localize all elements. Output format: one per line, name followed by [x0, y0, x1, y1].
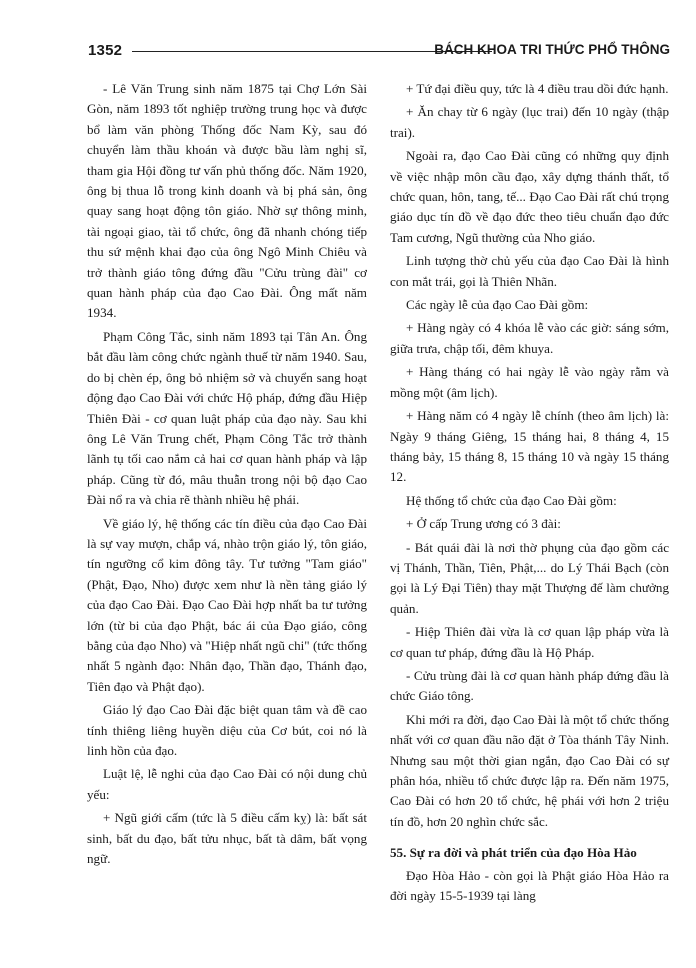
paragraph-co-but: Giáo lý đạo Cao Đài đặc biệt quan tâm và đề cao tính thiêng liêng huyền diệu của Cơ bút, coi nó là linh hồn của đạo.	[87, 702, 367, 758]
paragraph-pham-cong-tac: Phạm Công Tắc, sinh năm 1893 tại Tân An. Ông bắt đầu làm công chức ngành thuế từ năm 1940. Sau, do bị chèn ép, ông bỏ nhiệm sở và chuyển sang hoạt động đạo Cao Đài với chức Hộ pháp, đứng đầu Hiệp Thiên Đài - cơ quan luật pháp của đạo này. Sau khi ông Lê Văn Trung chết, Phạm Công Tắc trở thành lãnh tụ tối cao nắm cả hai cơ quan hành pháp và lập pháp. Cũng từ đó, mâu thuẫn trong nội bộ đạo Cao Đài nổ ra và chia rẽ thành nhiều hệ phái.	[87, 328, 367, 508]
paragraph-ngu-gioi-cam: + Ngũ giới cấm (tức là 5 điều cấm kỵ) là: bất sát sinh, bất du đạo, bất tửu nhục, bất tà dâm, bất vọng ngữ.	[87, 810, 367, 867]
running-title: BÁCH KHOA TRI THỨC PHỔ THÔNG	[434, 42, 670, 57]
paragraph-phan-hoa: Khi mới ra đời, đạo Cao Đài là một tổ chức thống nhất với cơ quan đầu não đặt ở Tòa thánh Tây Ninh. Nhưng sau một thời gian ngắn, đạo Cao Đài có sự phân hóa, nhiều tổ chức được lập ra. Đến năm 1975, Cao Đài có hơn 20 tổ chức, hệ phái với hơn 2 triệu tín đồ, hơn 20 nghìn chức sắc.	[390, 711, 669, 829]
paragraph-tu-dai-dieu-quy: + Tứ đại điều quy, tức là 4 điều trau dồi đức hạnh.	[406, 81, 669, 96]
section-heading: 55. Sự ra đời và phát triển của đạo Hòa Hảo	[390, 845, 637, 861]
paragraph-linh-tuong: Linh tượng thờ chủ yếu của đạo Cao Đài là hình con mắt trái, gọi là Thiên Nhãn.	[390, 253, 669, 289]
page-header	[88, 38, 670, 62]
paragraph-an-chay: + Ăn chay từ 6 ngày (lục trai) đến 10 ngày (thập trai).	[390, 104, 669, 140]
paragraph-quy-dinh: Ngoài ra, đạo Cao Đài cũng có những quy định về việc nhập môn cầu đạo, xây dựng thánh thất, tổ chức quan, hôn, tang, tế... Đạo Cao Đài rất chú trọng giáo dục tín đồ về đạo đức theo tiêu chuẩn đạo đức Tam cương, Ngũ thường của Nho giáo.	[390, 148, 669, 245]
paragraph-ngay-le: Các ngày lễ của đạo Cao Đài gồm:	[406, 297, 589, 313]
paragraph-hiep-thien-dai: - Hiệp Thiên đài vừa là cơ quan lập pháp vừa là cơ quan tư pháp, đứng đầu là Hộ Pháp.	[390, 624, 669, 660]
paragraph-hang-nam: + Hàng năm có 4 ngày lễ chính (theo âm lịch) là: Ngày 9 tháng Giêng, 15 tháng hai, 8 tháng 4, 15 tháng bảy, 15 tháng 8, 15 tháng 10 và ngày 15 tháng 12.	[390, 408, 669, 485]
paragraph-hoa-hao: Đạo Hòa Hảo - còn gọi là Phật giáo Hòa Hảo ra đời ngày 15-5-1939 tại làng	[390, 867, 669, 904]
left-column	[87, 79, 367, 872]
paragraph-cap-trung-uong: + Ở cấp Trung ương có 3 đài:	[406, 516, 561, 532]
paragraph-hang-thang: + Hàng tháng có hai ngày lễ vào ngày rằm và mồng một (âm lịch).	[390, 364, 669, 400]
paragraph-cuu-trung-dai: - Cửu trùng đài là cơ quan hành pháp đứng đầu là chức Giáo tông.	[390, 667, 669, 704]
right-column	[390, 79, 669, 909]
paragraph-luat-le: Luật lệ, lễ nghi của đạo Cao Đài có nội dung chủ yếu:	[87, 766, 367, 802]
paragraph-he-thong: Hệ thống tổ chức của đạo Cao Đài gồm:	[406, 492, 617, 508]
paragraph-le-van-trung: - Lê Văn Trung sinh năm 1875 tại Chợ Lớn Sài Gòn, năm 1893 tốt nghiệp trường trung học và được bổ làm văn phòng Thống đốc Nam Kỳ, sau đó chuyển làm thầu khoán và được bầu làm nghị sĩ, tham gia Hội đồng tư vấn phủ thống đốc. Năm 1920, ông bị thua lỗ trong kinh doanh và bị phá sản, ông quay sang hoạt động tôn giáo. Nhờ sự thông minh, tài ngoại giao, tài tổ chức, ông đã nhanh chóng tiếp thu sứ mệnh khai đạo của ông Ngô Minh Chiêu và trở thành giáo tông đứng đầu "Cửu trùng đài" cơ quan hành pháp của đạo Cao Đài. Ông mất năm 1934.	[87, 81, 367, 321]
paragraph-hang-ngay: + Hàng ngày có 4 khóa lễ vào các giờ: sáng sớm, giữa trưa, chập tối, đêm khuya.	[390, 320, 669, 356]
paragraph-bat-quai-dai: - Bát quái đài là nơi thờ phụng của đạo gồm các vị Thánh, Thần, Tiên, Phật,... do Lý Thái Bạch (còn gọi là Lý Đại Tiên) thay mặt Thượng đế làm chưởng quản.	[390, 539, 669, 616]
page-number: 1352	[88, 42, 123, 59]
paragraph-giao-ly: Về giáo lý, hệ thống các tín điều của đạo Cao Đài là sự vay mượn, chắp vá, nhào trộn giáo lý, tôn giáo, tín ngưỡng cổ kim đông tây. Tư tưởng "Tam giáo" (Phật, Đạo, Nho) được xem như là nền tảng giáo lý của đạo Cao Đài. Đạo Cao Đài hợp nhất ba tư tưởng lớn (từ bi của đạo Phật, bác ái của Đạo giáo, công bằng của đạo Nho) và "Hiệp nhất ngũ chi" (tức thống nhất 5 ngành đạo: Nhân đạo, Thần đạo, Thánh đạo, Tiên đạo và Phật đạo).	[87, 515, 367, 694]
